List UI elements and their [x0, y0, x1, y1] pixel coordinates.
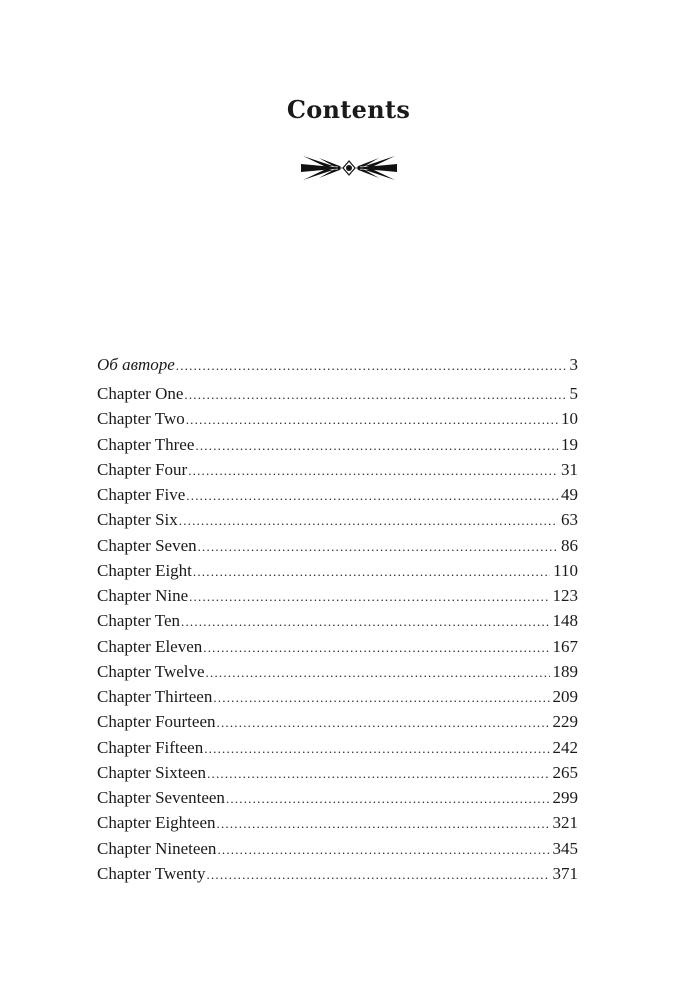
- toc-entry[interactable]: [97, 684, 578, 709]
- toc-entry-title: Chapter Twenty: [97, 863, 206, 883]
- toc-leader-dots: [195, 433, 558, 458]
- toc-leader-dots: [176, 352, 567, 380]
- toc-leader-dots: [186, 407, 558, 432]
- toc-leader-dots: [181, 609, 550, 634]
- toc-leader-dots: [207, 761, 549, 786]
- toc-entry-page: 86: [561, 535, 578, 555]
- toc-entry-page: 345: [552, 838, 578, 858]
- toc-leader-dots: [213, 685, 549, 710]
- toc-entry-title: Chapter Fifteen: [97, 737, 204, 757]
- toc-entry-title: Chapter Seventeen: [97, 788, 225, 807]
- toc-entry-title: Chapter Nine: [97, 586, 189, 605]
- toc-leader-dots: [179, 508, 558, 533]
- toc-entry[interactable]: [97, 507, 578, 532]
- toc-entry[interactable]: [97, 482, 578, 507]
- toc-entry[interactable]: [97, 608, 578, 633]
- toc-entry-page: 10: [561, 409, 578, 429]
- toc-entry-title: Chapter Seven: [97, 535, 197, 555]
- toc-entry[interactable]: [97, 457, 578, 482]
- toc-entry[interactable]: [97, 351, 578, 379]
- toc-entry[interactable]: [97, 709, 578, 734]
- toc-entry[interactable]: [97, 583, 578, 608]
- table-of-contents: [97, 351, 578, 886]
- toc-entry-page: 49: [561, 485, 578, 504]
- toc-entry-page: 63: [561, 510, 578, 530]
- toc-entry-page: 167: [552, 636, 578, 656]
- toc-entry-page: 19: [561, 434, 578, 454]
- toc-entry-page: 3: [569, 355, 578, 374]
- toc-leader-dots: [186, 483, 558, 508]
- toc-entry[interactable]: [97, 785, 578, 810]
- toc-leader-dots: [217, 811, 550, 836]
- toc-entry-page: 265: [552, 762, 578, 782]
- toc-leader-dots: [189, 584, 549, 609]
- toc-entry-page: 229: [552, 712, 578, 732]
- toc-entry-title: Chapter Three: [97, 434, 195, 454]
- toc-entry-page: 123: [552, 586, 578, 605]
- toc-entry[interactable]: [97, 836, 578, 861]
- toc-entry[interactable]: [97, 634, 578, 659]
- toc-entry-title: Chapter Eleven: [97, 636, 203, 656]
- toc-entry-page: 110: [553, 560, 578, 580]
- toc-entry-title: Chapter Ten: [97, 611, 180, 631]
- toc-leader-dots: [206, 660, 550, 685]
- toc-leader-dots: [226, 786, 550, 811]
- toc-entry-title: Chapter Eight: [97, 560, 192, 580]
- toc-entry-title: Об авторе: [97, 355, 175, 374]
- toc-leader-dots: [217, 837, 549, 862]
- toc-entry-page: 209: [552, 687, 578, 706]
- toc-entry-title: Chapter Sixteen: [97, 762, 207, 782]
- toc-leader-dots: [204, 736, 549, 761]
- toc-entry-page: 299: [552, 788, 578, 807]
- toc-leader-dots: [198, 534, 558, 559]
- toc-entry[interactable]: [97, 810, 578, 835]
- toc-entry[interactable]: [97, 432, 578, 457]
- toc-leader-dots: [217, 710, 550, 735]
- toc-entry[interactable]: [97, 760, 578, 785]
- toc-entry[interactable]: [97, 861, 578, 886]
- toc-leader-dots: [188, 458, 558, 483]
- toc-entry-title: Chapter Twelve: [97, 661, 205, 681]
- toc-entry-title: Chapter Thirteen: [97, 687, 213, 706]
- toc-entry[interactable]: [97, 735, 578, 760]
- toc-entry-title: Chapter Eighteen: [97, 813, 216, 833]
- toc-entry-page: 148: [552, 611, 578, 631]
- toc-entry-title: Chapter Five: [97, 485, 186, 504]
- toc-leader-dots: [184, 382, 566, 407]
- toc-leader-dots: [203, 635, 549, 660]
- toc-entry-page: 189: [552, 661, 578, 681]
- toc-entry-page: 242: [552, 737, 578, 757]
- toc-entry-page: 31: [561, 459, 578, 479]
- toc-entry-page: 371: [552, 863, 578, 883]
- toc-entry-title: Chapter Fourteen: [97, 712, 216, 732]
- toc-entry-title: Chapter One: [97, 384, 184, 403]
- toc-entry[interactable]: [97, 533, 578, 558]
- toc-entry[interactable]: [97, 558, 578, 583]
- toc-entry-page: 321: [552, 813, 578, 833]
- toc-entry[interactable]: [97, 381, 578, 406]
- toc-leader-dots: [207, 862, 550, 887]
- toc-entry-title: Chapter Four: [97, 459, 188, 479]
- toc-entry-page: 5: [569, 384, 578, 403]
- toc-entry-title: Chapter Two: [97, 409, 185, 429]
- toc-entry[interactable]: [97, 406, 578, 431]
- toc-leader-dots: [193, 559, 550, 584]
- page-title: Contents: [286, 95, 411, 124]
- toc-entry[interactable]: [97, 659, 578, 684]
- toc-entry-title: Chapter Nineteen: [97, 838, 217, 858]
- fleuron-divider-icon: [301, 153, 397, 183]
- toc-entry-title: Chapter Six: [97, 510, 178, 530]
